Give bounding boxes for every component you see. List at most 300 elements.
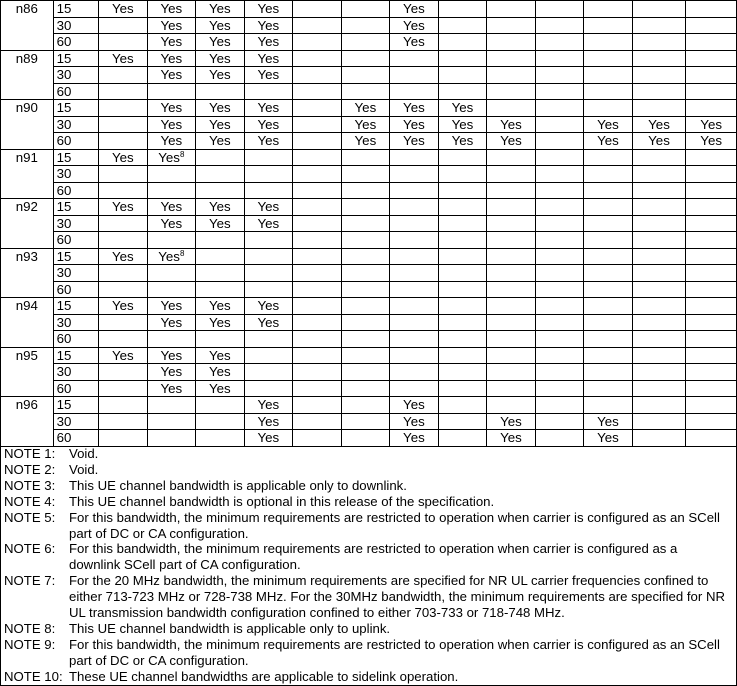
bandwidth-cell (341, 199, 390, 216)
bandwidth-cell (686, 331, 737, 348)
bandwidth-cell (686, 199, 737, 216)
bandwidth-cell (487, 199, 536, 216)
bandwidth-cell (244, 364, 293, 381)
bandwidth-cell (147, 149, 196, 166)
bandwidth-cell (632, 67, 686, 84)
bandwidth-cell (293, 380, 342, 397)
bandwidth-cell (196, 166, 245, 183)
note-text: Void. (69, 461, 99, 477)
bandwidth-cell (584, 100, 633, 117)
bandwidth-cell (632, 364, 686, 381)
bandwidth-cell (147, 413, 196, 430)
bandwidth-cell: Yes (390, 413, 439, 430)
table-row (1, 34, 737, 51)
bandwidth-cell (438, 34, 487, 51)
bandwidth-cell (686, 166, 737, 183)
bandwidth-cell (487, 1, 536, 18)
bandwidth-cell (535, 67, 584, 84)
bandwidth-cell (632, 265, 686, 282)
footnote-marker: 8 (179, 248, 185, 258)
bandwidth-cell (632, 1, 686, 18)
bandwidth-cell: Yes (147, 380, 196, 397)
bandwidth-cell: Yes (244, 1, 293, 18)
bandwidth-cell (487, 331, 536, 348)
bandwidth-cell (535, 1, 584, 18)
bandwidth-cell: Yes (196, 133, 245, 150)
bandwidth-cell: Yes (390, 17, 439, 34)
table-row (1, 215, 737, 232)
scs-cell: 15 (53, 149, 98, 166)
bandwidth-cell: Yes (147, 1, 196, 18)
bandwidth-cell: Yes (686, 133, 737, 150)
band-name-cell: n92 (1, 199, 54, 249)
bandwidth-cell (632, 397, 686, 414)
bandwidth-cell (535, 182, 584, 199)
bandwidth-cell (341, 248, 390, 265)
bandwidth-cell: Yes (196, 364, 245, 381)
band-name-cell: n90 (1, 100, 54, 150)
table-row (1, 83, 737, 100)
bandwidth-cell: Yes (147, 34, 196, 51)
bandwidth-cell (341, 17, 390, 34)
bandwidth-cell (244, 380, 293, 397)
bandwidth-cell (487, 232, 536, 249)
scs-cell: 60 (53, 281, 98, 298)
bandwidth-cell (147, 430, 196, 447)
bandwidth-cell (487, 149, 536, 166)
bandwidth-cell (438, 347, 487, 364)
bandwidth-cell (390, 67, 439, 84)
bandwidth-cell (584, 1, 633, 18)
bandwidth-cell (341, 281, 390, 298)
note-label: NOTE 6: (4, 541, 56, 557)
bandwidth-cell: Yes (487, 116, 536, 133)
bandwidth-cell (390, 331, 439, 348)
bandwidth-cell (293, 100, 342, 117)
table-row (1, 397, 737, 414)
bandwidth-cell (632, 166, 686, 183)
bandwidth-cell: Yes (390, 100, 439, 117)
bandwidth-cell (438, 149, 487, 166)
bandwidth-cell (584, 281, 633, 298)
bandwidth-table-body (1, 1, 737, 447)
table-row (1, 347, 737, 364)
bandwidth-cell: Yes (244, 199, 293, 216)
bandwidth-cell: Yes (487, 413, 536, 430)
bandwidth-cell (686, 364, 737, 381)
bandwidth-cell (487, 281, 536, 298)
bandwidth-cell (390, 298, 439, 315)
bandwidth-cell (390, 248, 439, 265)
bandwidth-cell (341, 298, 390, 315)
bandwidth-cell (438, 298, 487, 315)
table-row (1, 380, 737, 397)
bandwidth-cell: Yes (244, 430, 293, 447)
bandwidth-cell (293, 215, 342, 232)
bandwidth-cell (487, 248, 536, 265)
bandwidth-cell (293, 199, 342, 216)
bandwidth-cell (632, 314, 686, 331)
bandwidth-cell (390, 364, 439, 381)
table-row (1, 50, 737, 67)
note-label: NOTE 7: (4, 573, 56, 589)
bandwidth-cell (390, 265, 439, 282)
bandwidth-cell: Yes (244, 17, 293, 34)
note-item (1, 446, 736, 462)
bandwidth-cell (244, 281, 293, 298)
band-name-cell: n95 (1, 347, 54, 397)
scs-cell: 30 (53, 116, 98, 133)
bandwidth-cell (293, 1, 342, 18)
bandwidth-cell (438, 265, 487, 282)
bandwidth-cell (341, 430, 390, 447)
bandwidth-cell (341, 331, 390, 348)
bandwidth-cell (244, 166, 293, 183)
bandwidth-cell: Yes (584, 430, 633, 447)
bandwidth-cell (632, 430, 686, 447)
note-label: NOTE 3: (4, 477, 56, 493)
bandwidth-cell: Yes (196, 17, 245, 34)
bandwidth-cell (632, 17, 686, 34)
note-text: For this bandwidth, the minimum requirements are restricted to operation when carrier is configured as an SCell part of DC or CA configuration. (69, 636, 720, 668)
bandwidth-cell (487, 314, 536, 331)
table-row (1, 199, 737, 216)
note-text: For the 20 MHz bandwidth, the minimum requirements are specified for NR UL carrier frequencies confined to either 713-723 MHz or 728-738 MHz. For the 30MHz bandwidth, the minimum requirements are specified for NR UL transmission bandwidth configuration confined to either 703-733 or 718-748 MHz. (69, 573, 725, 621)
bandwidth-cell (438, 380, 487, 397)
bandwidth-cell (438, 314, 487, 331)
table-row (1, 67, 737, 84)
bandwidth-cell (487, 298, 536, 315)
bandwidth-cell (244, 232, 293, 249)
bandwidth-cell (632, 199, 686, 216)
bandwidth-cell (438, 182, 487, 199)
bandwidth-cell (584, 248, 633, 265)
bandwidth-cell (632, 331, 686, 348)
bandwidth-cell (390, 50, 439, 67)
bandwidth-cell (147, 182, 196, 199)
note-text: For this bandwidth, the minimum requirements are restricted to operation when carrier is configured as an SCell part of DC or CA configuration. (69, 509, 720, 541)
bandwidth-cell (99, 215, 148, 232)
bandwidth-cell: Yes (487, 430, 536, 447)
bandwidth-cell (632, 380, 686, 397)
bandwidth-cell: Yes (147, 17, 196, 34)
bandwidth-cell (390, 232, 439, 249)
bandwidth-cell: Yes (196, 347, 245, 364)
bandwidth-cell (293, 397, 342, 414)
bandwidth-cell (584, 149, 633, 166)
note-label: NOTE 8: (4, 620, 56, 636)
bandwidth-cell: Yes (147, 133, 196, 150)
bandwidth-cell (686, 265, 737, 282)
bandwidth-cell (99, 100, 148, 117)
table-row (1, 116, 737, 133)
bandwidth-cell (341, 364, 390, 381)
bandwidth-cell (535, 298, 584, 315)
bandwidth-cell (293, 298, 342, 315)
bandwidth-cell (632, 281, 686, 298)
scs-cell: 60 (53, 232, 98, 249)
bandwidth-cell (438, 199, 487, 216)
bandwidth-cell: Yes (390, 1, 439, 18)
bandwidth-cell (487, 83, 536, 100)
bandwidth-cell (99, 83, 148, 100)
bandwidth-cell: Yes (196, 50, 245, 67)
scs-cell: 30 (53, 166, 98, 183)
bandwidth-cell (244, 182, 293, 199)
bandwidth-cell: Yes (438, 100, 487, 117)
bandwidth-cell (196, 413, 245, 430)
bandwidth-cell (686, 397, 737, 414)
scs-cell: 60 (53, 83, 98, 100)
scs-cell: 30 (53, 67, 98, 84)
note-item (1, 478, 736, 494)
bandwidth-cell (341, 314, 390, 331)
scs-cell: 15 (53, 347, 98, 364)
bandwidth-cell: Yes (341, 133, 390, 150)
bandwidth-cell (535, 380, 584, 397)
bandwidth-cell: Yes (147, 314, 196, 331)
note-item (1, 573, 736, 621)
scs-cell: 15 (53, 298, 98, 315)
bandwidth-cell: Yes (147, 364, 196, 381)
bandwidth-cell (686, 413, 737, 430)
bandwidth-cell (244, 248, 293, 265)
bandwidth-cell (196, 281, 245, 298)
bandwidth-cell (390, 347, 439, 364)
bandwidth-cell (438, 331, 487, 348)
bandwidth-cell: Yes (147, 67, 196, 84)
bandwidth-cell (341, 215, 390, 232)
bandwidth-cell: Yes (196, 116, 245, 133)
bandwidth-cell (244, 265, 293, 282)
bandwidth-cell (487, 364, 536, 381)
table-row (1, 248, 737, 265)
bandwidth-cell (438, 67, 487, 84)
table-row (1, 331, 737, 348)
scs-cell: 30 (53, 265, 98, 282)
bandwidth-cell (293, 430, 342, 447)
bandwidth-cell: Yes (244, 34, 293, 51)
bandwidth-cell (584, 265, 633, 282)
bandwidth-cell (196, 397, 245, 414)
bandwidth-cell: Yes (341, 100, 390, 117)
bandwidth-cell: Yes (584, 413, 633, 430)
bandwidth-cell (535, 34, 584, 51)
bandwidth-cell (438, 232, 487, 249)
bandwidth-cell (99, 17, 148, 34)
bandwidth-cell: Yes (196, 314, 245, 331)
note-label: NOTE 2: (4, 461, 56, 477)
scs-cell: 15 (53, 397, 98, 414)
table-row (1, 17, 737, 34)
bandwidth-cell (293, 314, 342, 331)
bandwidth-cell (487, 67, 536, 84)
table-row (1, 413, 737, 430)
bandwidth-cell (293, 50, 342, 67)
note-item (1, 494, 736, 510)
bandwidth-cell (584, 397, 633, 414)
bandwidth-cell: Yes (584, 116, 633, 133)
scs-cell: 30 (53, 17, 98, 34)
bandwidth-cell (438, 413, 487, 430)
bandwidth-cell (341, 166, 390, 183)
bandwidth-cell (686, 248, 737, 265)
bandwidth-cell (390, 182, 439, 199)
note-item (1, 510, 736, 542)
bandwidth-cell (293, 364, 342, 381)
bandwidth-cell (390, 83, 439, 100)
bandwidth-cell (293, 34, 342, 51)
bandwidth-value: Yes (158, 149, 180, 165)
bandwidth-cell (535, 166, 584, 183)
note-text: This UE channel bandwidth is applicable only to downlink. (69, 477, 407, 493)
bandwidth-cell (686, 430, 737, 447)
table-row (1, 232, 737, 249)
bandwidth-cell: Yes (686, 116, 737, 133)
bandwidth-cell (535, 397, 584, 414)
bandwidth-cell (686, 314, 737, 331)
note-text: Void. (69, 446, 99, 461)
band-name-cell: n96 (1, 397, 54, 447)
bandwidth-cell (535, 347, 584, 364)
bandwidth-cell (438, 166, 487, 183)
bandwidth-cell (390, 215, 439, 232)
bandwidth-cell: Yes (438, 116, 487, 133)
scs-cell: 15 (53, 100, 98, 117)
bandwidth-cell (341, 83, 390, 100)
bandwidth-cell: Yes (99, 298, 148, 315)
bandwidth-cell (99, 265, 148, 282)
bandwidth-cell (487, 347, 536, 364)
bandwidth-cell (686, 380, 737, 397)
bandwidth-cell (632, 298, 686, 315)
table-row (1, 430, 737, 447)
bandwidth-cell (341, 1, 390, 18)
bandwidth-cell (99, 34, 148, 51)
bandwidth-cell (341, 34, 390, 51)
bandwidth-cell (584, 199, 633, 216)
band-name-cell: n89 (1, 50, 54, 100)
bandwidth-cell (632, 34, 686, 51)
bandwidth-cell (686, 232, 737, 249)
scs-cell: 30 (53, 314, 98, 331)
bandwidth-cell: Yes (147, 347, 196, 364)
bandwidth-cell (147, 232, 196, 249)
bandwidth-cell (99, 331, 148, 348)
bandwidth-cell: Yes (244, 116, 293, 133)
bandwidth-cell (293, 413, 342, 430)
table-row (1, 182, 737, 199)
bandwidth-cell: Yes (147, 50, 196, 67)
bandwidth-cell (487, 265, 536, 282)
scs-cell: 60 (53, 182, 98, 199)
bandwidth-cell (438, 83, 487, 100)
bandwidth-cell (584, 380, 633, 397)
bandwidth-cell: Yes (196, 199, 245, 216)
bandwidth-cell (438, 281, 487, 298)
bandwidth-cell: Yes (196, 34, 245, 51)
bandwidth-cell: Yes (244, 50, 293, 67)
bandwidth-cell (535, 314, 584, 331)
bandwidth-cell (535, 83, 584, 100)
bandwidth-cell: Yes (99, 50, 148, 67)
bandwidth-cell: Yes (196, 100, 245, 117)
bandwidth-cell: Yes (487, 133, 536, 150)
bandwidth-cell (244, 149, 293, 166)
bandwidth-cell (438, 17, 487, 34)
bandwidth-cell: Yes (147, 100, 196, 117)
bandwidth-cell (535, 215, 584, 232)
bandwidth-cell (196, 430, 245, 447)
bandwidth-cell (686, 347, 737, 364)
bandwidth-cell (293, 281, 342, 298)
bandwidth-cell (293, 248, 342, 265)
bandwidth-cell (584, 298, 633, 315)
bandwidth-cell: Yes (244, 133, 293, 150)
bandwidth-cell (196, 331, 245, 348)
bandwidth-cell (438, 248, 487, 265)
band-name-cell: n94 (1, 298, 54, 348)
bandwidth-cell: Yes (244, 100, 293, 117)
bandwidth-cell (686, 298, 737, 315)
note-item (1, 462, 736, 478)
bandwidth-cell (147, 397, 196, 414)
bandwidth-cell (99, 182, 148, 199)
bandwidth-cell (686, 34, 737, 51)
table-row (1, 1, 737, 18)
bandwidth-cell (686, 17, 737, 34)
bandwidth-cell: Yes (147, 298, 196, 315)
bandwidth-cell (535, 430, 584, 447)
bandwidth-cell (686, 149, 737, 166)
bandwidth-cell: Yes (390, 430, 439, 447)
scs-cell: 15 (53, 199, 98, 216)
bandwidth-cell (293, 166, 342, 183)
bandwidth-cell (99, 116, 148, 133)
band-name-cell: n91 (1, 149, 54, 199)
bandwidth-cell (487, 17, 536, 34)
note-label: NOTE 4: (4, 493, 56, 509)
bandwidth-cell (390, 281, 439, 298)
bandwidth-cell (632, 215, 686, 232)
bandwidth-cell (293, 17, 342, 34)
bandwidth-cell (632, 347, 686, 364)
footnote-marker: 8 (179, 149, 185, 159)
band-name-cell: n86 (1, 1, 54, 51)
bandwidth-cell: Yes (244, 215, 293, 232)
bandwidth-cell (99, 281, 148, 298)
bandwidth-cell (584, 67, 633, 84)
bandwidth-cell (147, 331, 196, 348)
bandwidth-cell: Yes (341, 116, 390, 133)
bandwidth-cell (341, 347, 390, 364)
bandwidth-cell: Yes (147, 199, 196, 216)
bandwidth-cell (487, 166, 536, 183)
bandwidth-cell (341, 397, 390, 414)
bandwidth-cell (686, 67, 737, 84)
bandwidth-cell (535, 281, 584, 298)
bandwidth-cell: Yes (99, 347, 148, 364)
bandwidth-cell (438, 430, 487, 447)
bandwidth-cell (438, 1, 487, 18)
bandwidth-cell (632, 413, 686, 430)
bandwidth-cell (632, 182, 686, 199)
bandwidth-cell (341, 50, 390, 67)
bandwidth-cell (686, 50, 737, 67)
bandwidth-cell (341, 149, 390, 166)
bandwidth-cell (535, 199, 584, 216)
bandwidth-cell (390, 380, 439, 397)
